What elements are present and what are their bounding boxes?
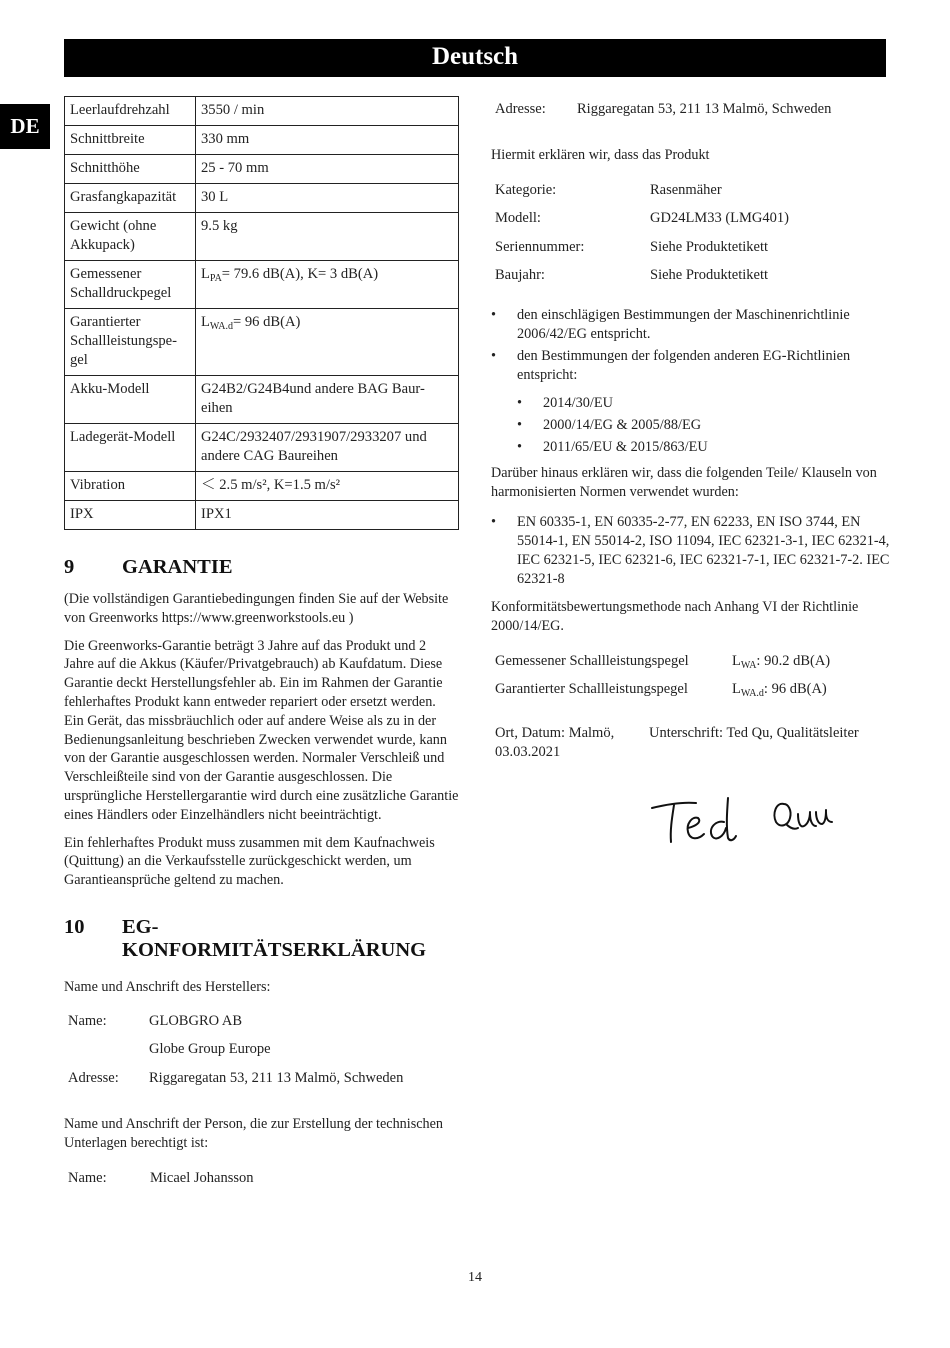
field-label: Baujahr:: [495, 267, 545, 284]
list-item: • 2000/14/EG & 2005/88/EG: [517, 416, 891, 435]
table-row: [65, 424, 459, 472]
field-label: Seriennummer:: [495, 238, 585, 255]
section-title: GARANTIE: [122, 556, 233, 578]
spec-value: 330 mm: [196, 126, 459, 155]
spec-label: IPX: [65, 501, 196, 530]
field-value: Siehe Produktetikett: [650, 238, 768, 255]
spec-label: Akku-Modell: [65, 376, 196, 424]
directive-sublist: [491, 394, 891, 457]
spec-value: $L_{WA.d}= 96$ dB(A): [196, 309, 459, 376]
spec-value: $L_{PA}= 79.6$ dB(A), K= 3 dB(A): [196, 261, 459, 309]
norms-intro: Darüber hinaus erklären wir, dass die folgenden Teile/ Klauseln von harmonisierten Normen verwendet wurden:: [491, 464, 877, 500]
handwritten-signature: [648, 790, 838, 850]
field-value: Siehe Produktetikett: [650, 267, 768, 284]
warranty-paragraph: Die Greenworks-Garantie beträgt 3 Jahre auf das Produkt und 2 Jahre auf die Akkus (Käufer/Privatgebrauch) ab Kaufdatum. Diese Garantie deckt Herstellungsfehler ab. Ein im Rahmen der Garantie fehlerhaftes Produkt kann entweder repariert oder ersetzt werden. Ein Gerät, das missbräuchlich oder auf andere Weise als zu in der Bedienungsanleitung beschrieben Zwecken verwendet wurde, kann von der Garantie ausgeschlossen werden. Normaler Verschleiß und Verschleißteile sind von der Garantie ausgeschlossen. Die ursprüngliche Herstellergarantie wird durch eine zusätzliche Garantie eines Händlers oder Einzelhändlers nicht beeinträchtigt.: [64, 637, 459, 823]
list-item: • EN 60335-1, EN 60335-2-77, EN 62233, EN ISO 3744, EN 55014-1, EN 55014-2, ISO 11094, IEC 62321-3-1, IEC 62321-4, IEC 62321-5, IEC 62321-6, IEC 62321-7-1, IEC 62321-7-2. IEC 62321-8: [491, 513, 891, 589]
field-value: Micael Johansson: [150, 1169, 254, 1186]
table-row: [65, 261, 459, 309]
section-10-heading: [64, 916, 459, 962]
section-title: EG-: [122, 915, 159, 938]
warranty-paragraph: Ein fehlerhaftes Produkt muss zusammen mit dem Kaufnachweis (Quittung) an die Verkaufsstelle zurückgeschickt werden, um Garantieansprüche geltend zu machen.: [64, 834, 435, 889]
directive-list: [491, 306, 891, 385]
table-row: [65, 155, 459, 184]
spec-label: Leerlaufdrehzahl: [65, 97, 196, 126]
section-title: KONFORMITÄTSERKLÄRUNG: [122, 938, 427, 961]
page-number: 14: [468, 1270, 482, 1285]
address-row: [491, 100, 891, 119]
table-row: [65, 97, 459, 126]
spec-label: Garantierter Schallleistungspe-gel: [65, 309, 196, 376]
table-row: [65, 309, 459, 376]
spec-value: 30 L: [196, 184, 459, 213]
field-value: Globe Group Europe: [149, 1041, 271, 1058]
spec-value: 25 - 70 mm: [196, 155, 459, 184]
person-intro: Name und Anschrift der Person, die zur Erstellung der technischen Unterlagen berechtigt ist:: [64, 1116, 444, 1152]
list-item: • den Bestimmungen der folgenden anderen EG-Richtlinien entspricht:: [491, 347, 891, 385]
table-row: [65, 501, 459, 530]
spec-value: ＜ 2.5 m/s², K=1.5 m/s²: [196, 472, 459, 501]
spec-value: G24B2/G24B4und andere BAG Baur-eihen: [196, 376, 459, 424]
list-item: • den einschlägigen Bestimmungen der Maschinenrichtlinie 2006/42/EG entspricht.: [491, 306, 891, 344]
field-label: [64, 1040, 149, 1069]
place-date: Ort, Datum: Malmö, 03.03.2021: [495, 724, 615, 760]
place-signature-row: [491, 724, 891, 762]
field-label: Adresse:: [495, 101, 546, 117]
field-value: Riggaregatan 53, 211 13 Malmö, Schweden: [149, 1069, 404, 1086]
table-row: [65, 472, 459, 501]
field-label: Gemessener Schallleistungspegel: [495, 652, 689, 669]
field-value: $L_{WA}$: 90.2 dB(A): [732, 652, 831, 671]
section-number: 10: [64, 915, 85, 938]
field-label: Modell:: [495, 210, 541, 227]
signature-label: Unterschrift: Ted Qu, Qualitätsleiter: [649, 724, 859, 741]
spec-value: G24C/2932407/2931907/2933207 und andere CAG Baureihen: [196, 424, 459, 472]
field-label: Name:: [68, 1012, 107, 1029]
table-row: [65, 126, 459, 155]
spec-value: IPX1: [196, 501, 459, 530]
list-item: • 2011/65/EU & 2015/863/EU: [517, 438, 891, 457]
manufacturer-intro: Name und Anschrift des Herstellers:: [64, 978, 271, 995]
field-value: GD24LM33 (LMG401): [650, 210, 789, 227]
product-block: [491, 181, 891, 295]
declaration-intro: Hiermit erklären wir, dass das Produkt: [491, 147, 710, 163]
section-number: 9: [64, 556, 75, 578]
field-value: Rasenmäher: [650, 181, 722, 198]
spec-value: 3550 / min: [196, 97, 459, 126]
field-value: GLOBGRO AB: [149, 1012, 243, 1029]
field-value: Riggaregatan 53, 211 13 Malmö, Schweden: [577, 101, 832, 117]
spec-label: Vibration: [65, 472, 196, 501]
spec-label: Schnittbreite: [65, 126, 196, 155]
page-header: Deutsch: [64, 39, 886, 77]
table-row: [65, 213, 459, 261]
spec-value: 9.5 kg: [196, 213, 459, 261]
person-block: [64, 1169, 459, 1188]
assessment-method: Konformitätsbewertungsmethode nach Anhang VI der Richtlinie 2000/14/EG.: [491, 599, 859, 635]
field-label: Garantierter Schallleistungspegel: [495, 681, 688, 698]
spec-label: Gemessener Schalldruckpegel: [65, 261, 196, 309]
spec-label: Schnitthöhe: [65, 155, 196, 184]
sound-block: [491, 652, 891, 709]
spec-label: Grasfangkapazität: [65, 184, 196, 213]
field-label: Adresse:: [68, 1069, 119, 1086]
table-row: [65, 376, 459, 424]
field-label: Kategorie:: [495, 181, 557, 198]
specifications-table: [64, 96, 459, 530]
norms-list: [491, 513, 891, 589]
warranty-paragraph: (Die vollständigen Garantiebedingungen finden Sie auf der Website von Greenworks https://www.greenworkstools.eu ): [64, 591, 449, 626]
field-label: Name:: [68, 1169, 107, 1186]
spec-label: Gewicht (ohne Akkupack): [65, 213, 196, 261]
table-row: [65, 184, 459, 213]
list-item: • 2014/30/EU: [517, 394, 891, 413]
field-value: $L_{WA.d}$: 96 dB(A): [732, 681, 827, 700]
left-column: [64, 96, 459, 1188]
right-column: [491, 96, 891, 762]
section-9-heading: [64, 556, 459, 579]
language-tab: DE: [0, 104, 50, 149]
spec-label: Ladegerät-Modell: [65, 424, 196, 472]
manufacturer-block: [64, 1012, 459, 1098]
